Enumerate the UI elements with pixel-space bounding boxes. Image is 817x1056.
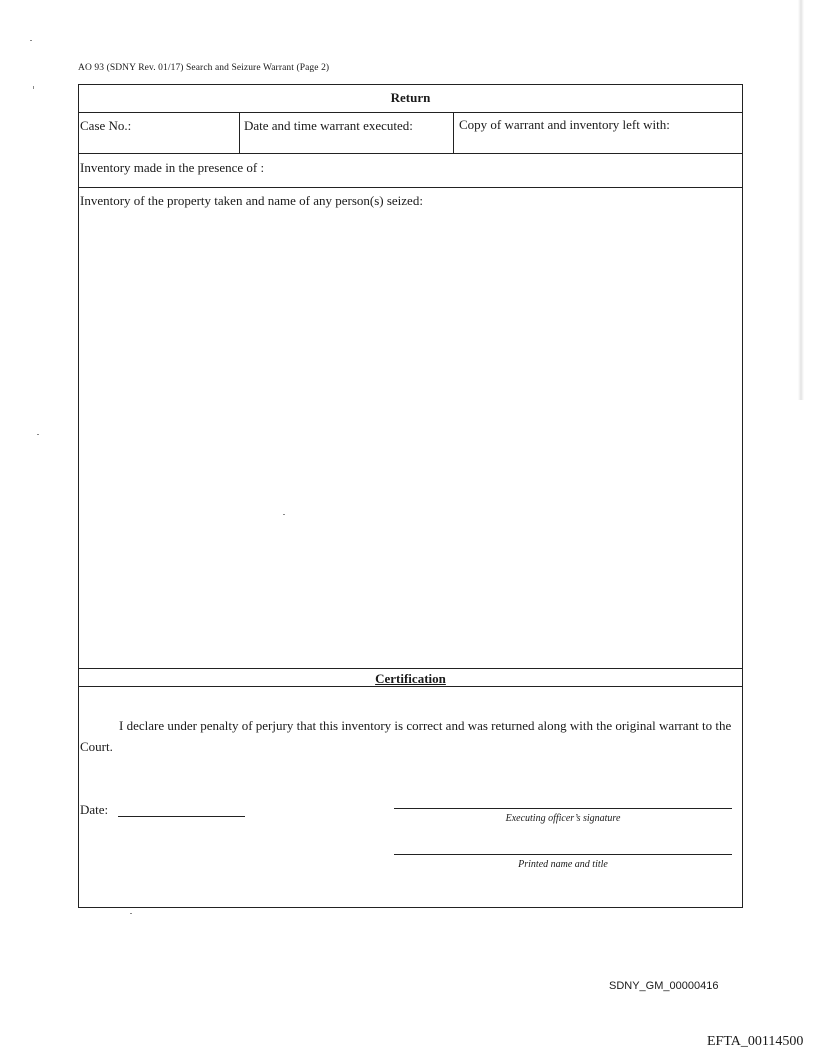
cell-divider: [453, 112, 454, 154]
form-header: AO 93 (SDNY Rev. 01/17) Search and Seizure Warrant (Page 2): [78, 63, 330, 73]
presence-label: Inventory made in the presence of :: [80, 160, 265, 175]
printed-name-caption: Printed name and title: [518, 859, 608, 870]
efta-number: EFTA_00114500: [707, 1034, 804, 1049]
officer-signature-line: [394, 808, 732, 809]
certification-title: Certification: [375, 671, 446, 686]
scan-speck: [37, 434, 39, 435]
date-signature-line: [118, 816, 245, 817]
scan-speck: [130, 913, 132, 914]
certification-declaration: I declare under penalty of perjury that this inventory is correct and was returned along with the original warrant to the Court.: [80, 718, 732, 754]
printed-name-line: [394, 854, 732, 855]
return-title: Return: [390, 90, 431, 105]
return-title-rule: [78, 112, 743, 113]
copy-left-with-label: Copy of warrant and inventory left with:: [459, 117, 670, 132]
scan-speck: [30, 40, 32, 41]
certification-top-rule: [78, 668, 743, 669]
date-time-executed-label: Date and time warrant executed:: [244, 118, 413, 133]
row-rule: [78, 187, 743, 188]
cell-divider: [239, 112, 240, 154]
officer-signature-caption: Executing officer’s signature: [505, 813, 621, 824]
scan-edge-shadow: [798, 0, 804, 400]
certification-title-rule: [78, 686, 743, 687]
case-no-label: Case No.:: [80, 118, 132, 133]
date-label: Date:: [80, 802, 109, 817]
inventory-label: Inventory of the property taken and name of any person(s) seized:: [80, 193, 423, 208]
scan-speck: [33, 86, 34, 89]
bates-number: SDNY_GM_00000416: [609, 980, 719, 992]
row-rule: [78, 153, 743, 154]
